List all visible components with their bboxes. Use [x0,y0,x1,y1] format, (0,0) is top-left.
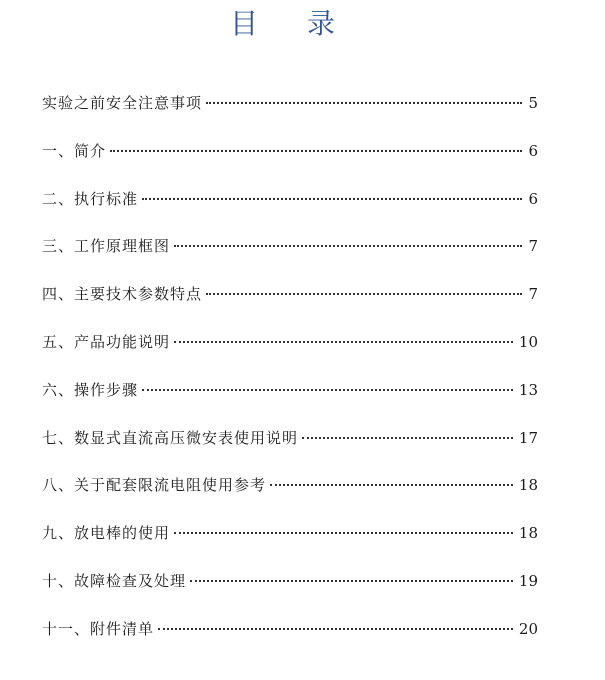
toc-entry[interactable] [42,233,538,281]
toc-entry-page: 7 [528,285,538,304]
toc-list [42,90,538,664]
toc-entry-text: 实验之前安全注意事项 [42,94,203,112]
toc-entry[interactable] [42,520,538,568]
toc-entry-page: 10 [518,332,538,351]
toc-entry[interactable] [42,138,538,186]
toc-entry-page: 18 [518,524,538,543]
dot-leader [174,245,522,247]
toc-entry-text: 二、执行标准 [42,189,139,208]
toc-entry[interactable] [42,616,538,664]
dot-leader [158,628,513,630]
dot-leader [142,198,522,200]
toc-entry-page: 18 [518,476,538,495]
toc-entry-page: 7 [528,237,538,256]
toc-entry-text: 五、产品功能说明 [42,332,171,351]
dot-leader [206,293,522,295]
dot-leader [142,389,513,391]
toc-entry-text: 九、放电棒的使用 [42,524,171,543]
toc-entry-page: 17 [518,428,538,447]
dot-leader [206,102,522,104]
toc-entry-text: 四、主要技术参数特点 [42,285,203,304]
toc-entry-text: 十、故障检查及处理 [42,571,187,590]
toc-title: 目 录 [230,7,355,40]
toc-entry-text: 八、关于配套限流电阻使用参考 [42,476,267,495]
toc-entry[interactable] [42,568,538,616]
dot-leader [302,437,513,439]
toc-entry-page: 6 [528,189,538,208]
toc-entry-text: 一、简介 [42,141,107,160]
toc-entry-page: 19 [518,571,538,590]
toc-entry[interactable] [42,90,538,138]
toc-entry-text: 十一、附件清单 [42,619,155,638]
dot-leader [190,580,513,582]
toc-entry-text: 三、工作原理框图 [42,237,171,256]
dot-leader [174,532,513,534]
toc-entry-page: 20 [518,619,538,638]
toc-entry[interactable] [42,425,538,473]
toc-entry-text: 七、数显式直流高压微安表使用说明 [42,428,299,447]
toc-entry[interactable] [42,472,538,520]
toc-entry[interactable] [42,377,538,425]
toc-entry-page: 6 [528,141,538,160]
toc-entry-page: 5 [528,94,538,112]
toc-entry[interactable] [42,186,538,234]
dot-leader [110,150,522,152]
dot-leader [270,484,513,486]
dot-leader [174,341,513,343]
toc-entry[interactable] [42,281,538,329]
toc-entry-text: 六、操作步骤 [42,380,139,399]
toc-entry-page: 13 [518,380,538,399]
toc-entry[interactable] [42,329,538,377]
